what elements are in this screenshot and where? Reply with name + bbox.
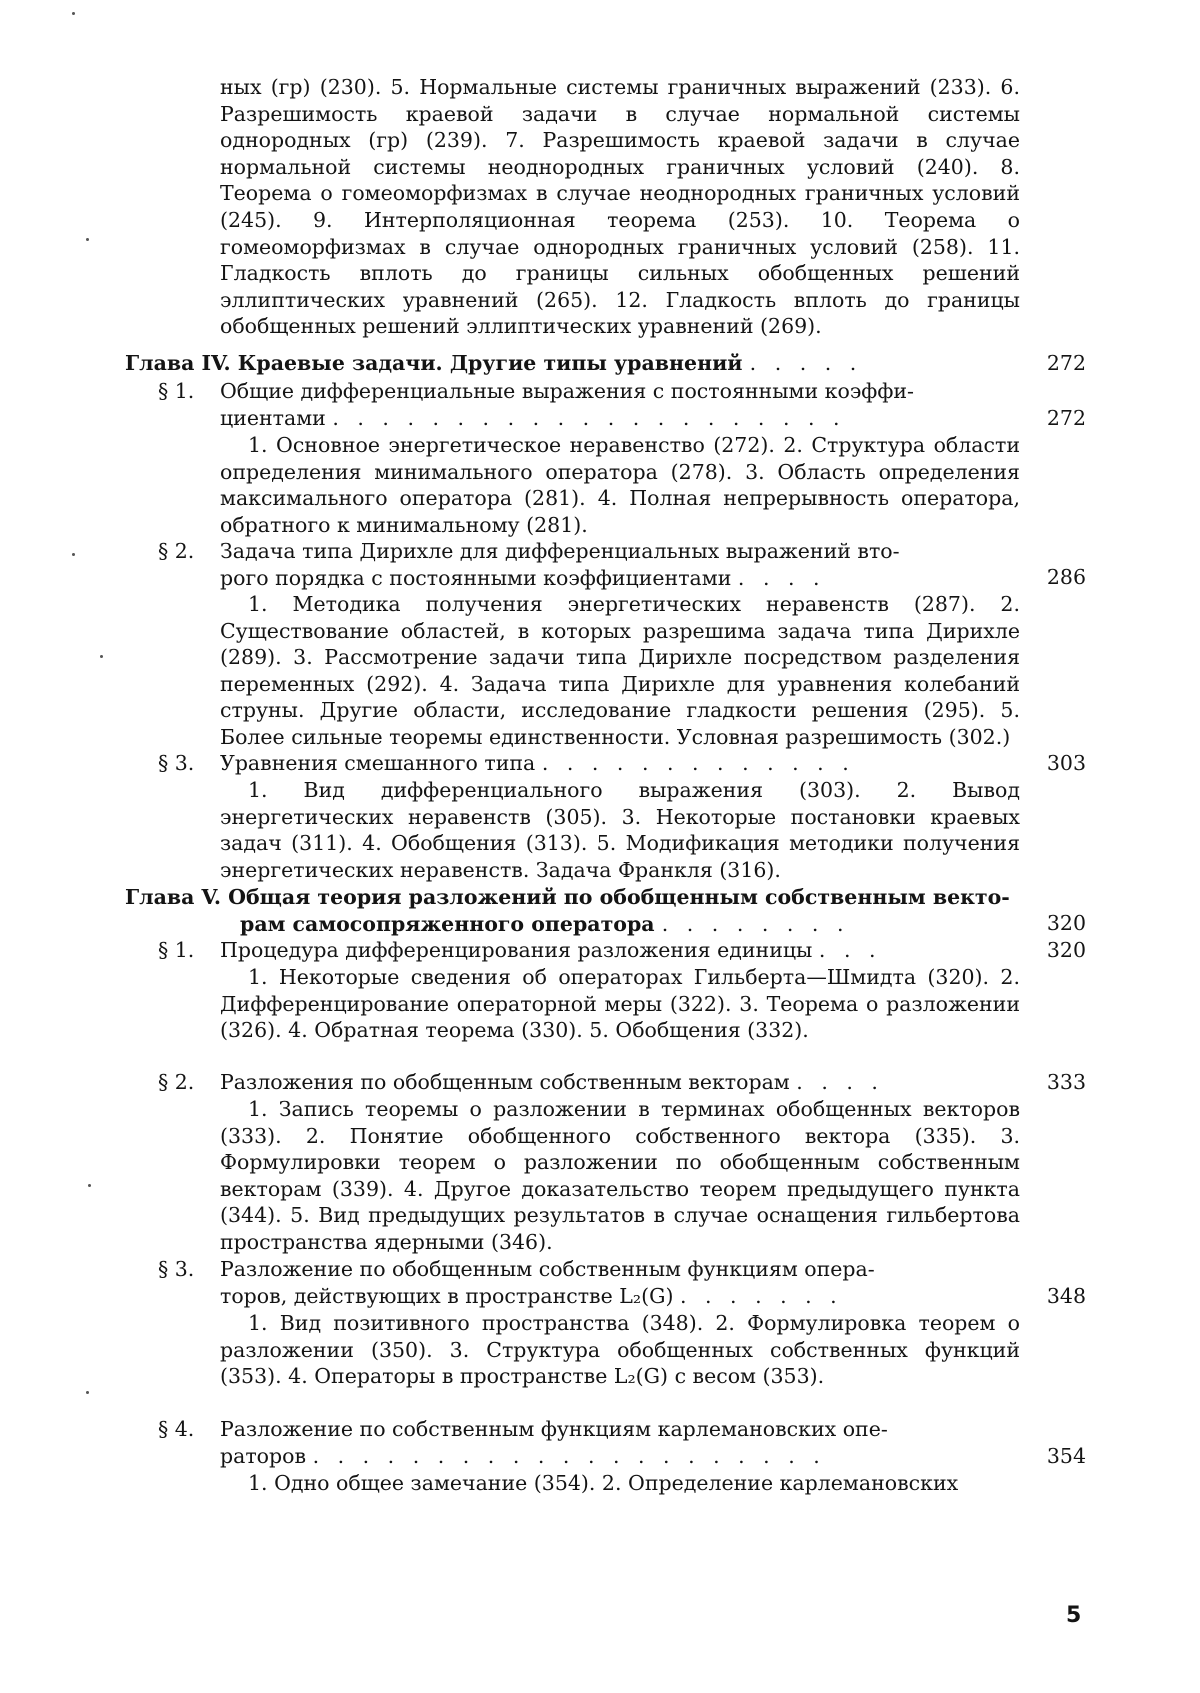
- ch5-sec1-title: Процедура дифференцирования разложения единицы . . .: [220, 938, 882, 962]
- chapter-5-leader-dots: . . . . . . . .: [661, 911, 850, 936]
- continued-section-description: ных (гр) (230). 5. Нормальные системы граничных выражений (233). 6. Разрешимость краевой задачи в случае нормальной системы однородных (гр) (239). 7. Разрешимость краевой задачи в случае нормальной системы неоднородных граничных условий (240). 8. Теорема о гомеоморфизмах в случае неоднородных граничных условий (245). 9. Интерполяционная теорема (253). 10. Теорема о гомеоморфизмах в случае однородных граничных условий (258). 11. Гладкость вплоть до границы сильных обобщенных решений эллиптических уравнений (265). 12. Гладкость вплоть до границы обобщенных решений эллиптических уравнений (269).: [220, 75, 1020, 339]
- ch5-sec1-page: 320: [1046, 938, 1086, 962]
- ch4-sec1-number: § 1.: [158, 379, 195, 403]
- chapter-4-page: 272: [1046, 351, 1086, 375]
- ch4-sec2-page: 286: [1046, 565, 1086, 589]
- ch4-sec1-description: 1. Основное энергетическое неравенство (272). 2. Структура области определения минимального оператора (278). 3. Область определения максимального оператора (281). 4. Полная непрерывность оператора, обратного к минимальному (281).: [220, 433, 1020, 537]
- ch5-sec2-title: Разложения по обобщенным собственным векторам . . . .: [220, 1070, 884, 1094]
- ch5-sec4-description: 1. Одно общее замечание (354). 2. Определение карлемановских: [248, 1471, 959, 1495]
- scan-speck: [86, 1391, 89, 1394]
- page-number: 5: [1066, 1603, 1082, 1628]
- ch5-sec3-description: 1. Вид позитивного пространства (348). 2. Формулировка теорем о разложении (350). 3. Структура обобщенных собственных функций (353). 4. Операторы в пространстве L₂(G) с весом (353).: [220, 1311, 1020, 1389]
- scan-speck: [88, 1184, 91, 1187]
- chapter-5-label: Глава V.: [125, 885, 222, 909]
- ch5-sec3-number: § 3.: [158, 1257, 195, 1281]
- ch4-sec3-description: 1. Вид дифференциального выражения (303). 2. Вывод энергетических неравенств (305). 3. Некоторые постановки краевых задач (311). 4. Обобщения (313). 5. Модификация методики получения энергетических неравенств. Задача Франкля (316).: [220, 778, 1020, 882]
- ch4-sec3-page: 303: [1046, 751, 1086, 775]
- ch5-sec2-description: 1. Запись теоремы о разложении в терминах обобщенных векторов (333). 2. Понятие обобщенного собственного вектора (335). 3. Формулировки теорем о разложении по обобщенным собственным векторам (339). 4. Другое доказательство теорем предыдущего пункта (344). 5. Вид предыдущих результатов в случае оснащения гильбертова пространства ядерными (346).: [220, 1097, 1020, 1254]
- scan-speck: [100, 655, 103, 658]
- chapter-4-label: Глава IV.: [125, 351, 231, 375]
- ch5-sec2-page: 333: [1046, 1070, 1086, 1094]
- ch4-sec2-number: § 2.: [158, 539, 195, 563]
- ch4-sec3-number: § 3.: [158, 751, 195, 775]
- ch4-sec2-title: Задача типа Дирихле для дифференциальных выражений вто- рого порядка с постоянными коэффициентами . . . .: [220, 539, 900, 590]
- ch5-sec4-page: 354: [1046, 1444, 1086, 1468]
- chapter-4-title: Краевые задачи. Другие типы уравнений: [237, 351, 743, 375]
- chapter-5-page: 320: [1046, 911, 1086, 935]
- ch5-sec1-description: 1. Некоторые сведения об операторах Гильберта—Шмидта (320). 2. Дифференцирование операторной меры (322). 3. Теорема о разложении (326). 4. Обратная теорема (330). 5. Обобщения (332).: [220, 965, 1020, 1043]
- ch4-sec2-description: 1. Методика получения энергетических неравенств (287). 2. Существование областей, в которых разрешима задача типа Дирихле (289). 3. Рассмотрение задачи типа Дирихле посредством разделения переменных (292). 4. Задача типа Дирихле для уравнения колебаний струны. Другие области, исследование гладкости решения (295). 5. Более сильные теоремы единственности. Условная разрешимость (302.): [220, 592, 1020, 749]
- chapter-4-leader-dots: . . . . .: [749, 351, 863, 375]
- ch4-sec3-title: Уравнения смешанного типа . . . . . . . . . . . . .: [220, 751, 855, 775]
- scan-speck: [86, 238, 89, 241]
- chapter-4-heading: [125, 350, 1015, 377]
- chapter-5-title-line1: Общая теория разложений по обобщенным собственным векто-: [228, 885, 1010, 909]
- ch5-sec2-number: § 2.: [158, 1070, 195, 1094]
- chapter-5-heading: [125, 884, 1015, 937]
- ch5-sec1-number: § 1.: [158, 938, 195, 962]
- ch5-sec3-title: Разложение по обобщенным собственным функциям опера- торов, действующих в пространстве L₂(G) . . . . . . .: [220, 1257, 875, 1308]
- ch5-sec4-title: Разложение по собственным функциям карлемановских опе- раторов . . . . . . . . . . . . . . . . . . . . .: [220, 1417, 888, 1468]
- ch5-sec4-number: § 4.: [158, 1417, 195, 1441]
- scan-speck: [72, 12, 75, 15]
- chapter-5-title-line2: рам самосопряженного оператора: [240, 911, 655, 936]
- scan-speck: [72, 553, 75, 556]
- ch4-sec1-title: Общие дифференциальные выражения с постоянными коэффи- циентами . . . . . . . . . . . . . . . . . . . . .: [220, 379, 914, 430]
- ch4-sec1-page: 272: [1046, 406, 1086, 430]
- ch5-sec3-page: 348: [1046, 1284, 1086, 1308]
